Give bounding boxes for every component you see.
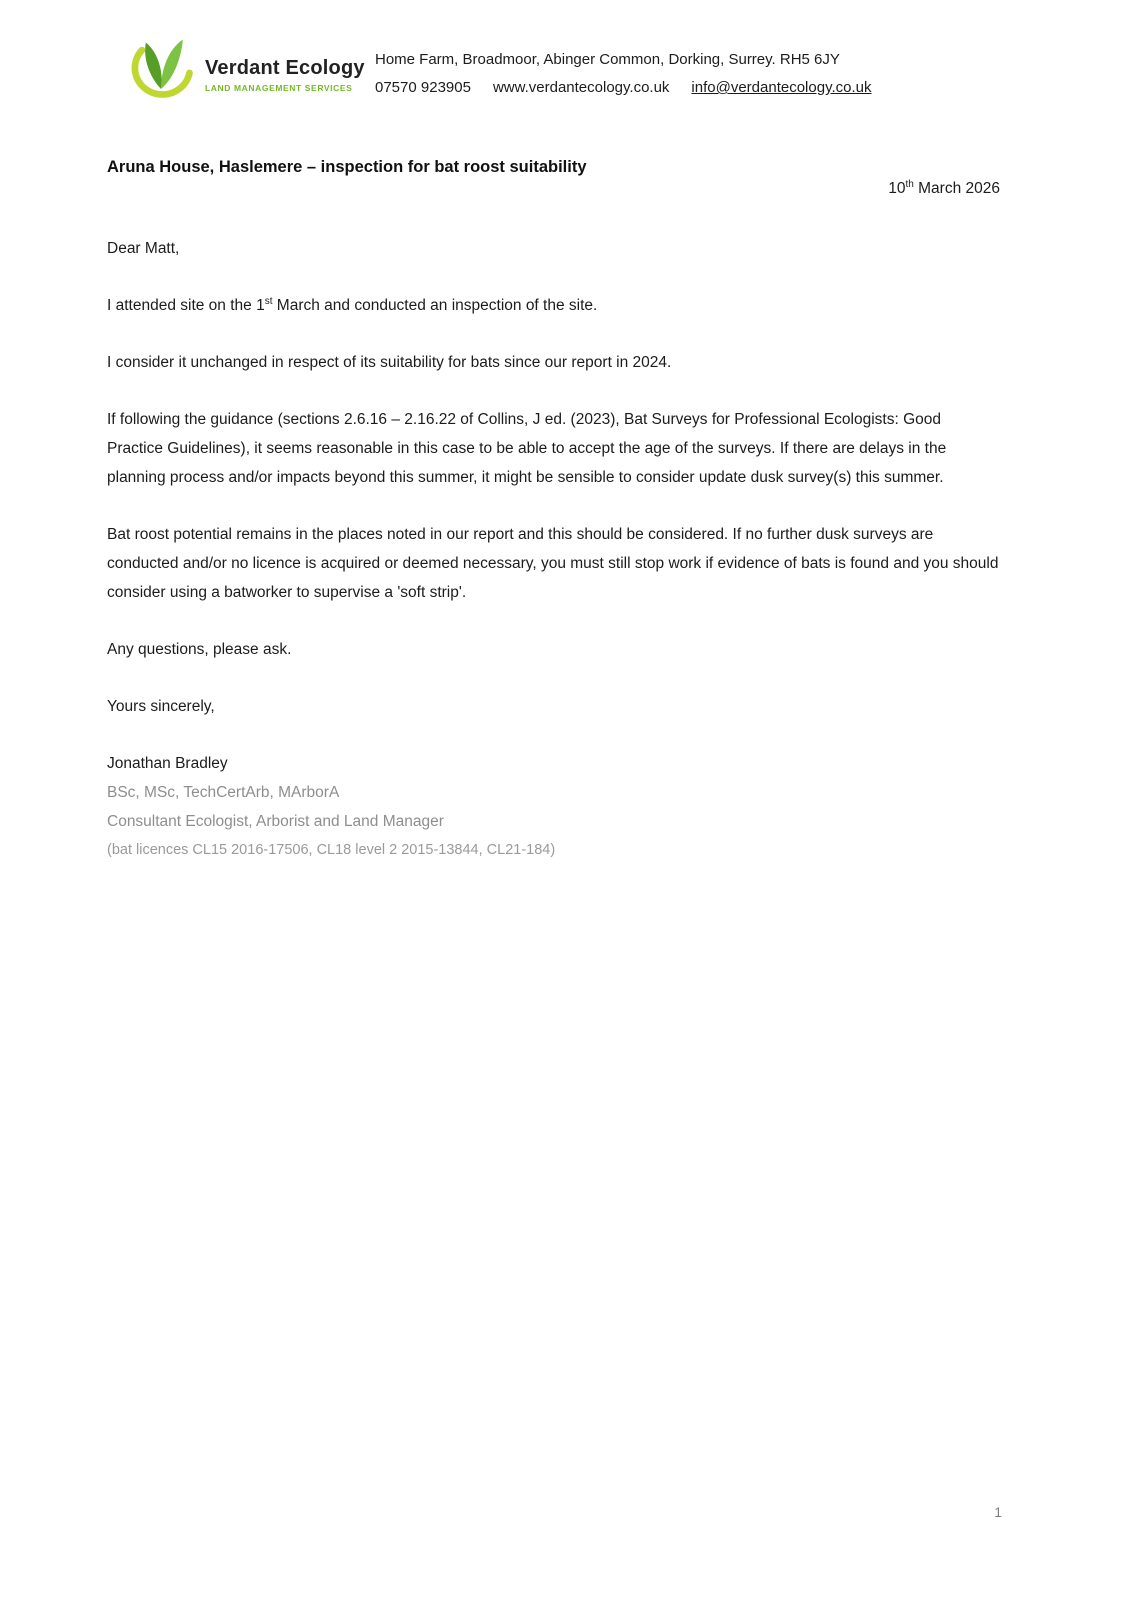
contact-website: www.verdantecology.co.uk — [492, 79, 670, 96]
paragraph-4: Bat roost potential remains in the places noted in our report and this should be considered. If no further dusk surveys are conducted and/or no licence is acquired or deemed necessary, you must still stop work if evidence of bats is found and you should consider using a batworker to supervise a 'soft strip'. — [107, 526, 999, 601]
contact-address: Home Farm, Broadmoor, Abinger Common, Dorking, Surrey. RH5 6JY — [375, 51, 840, 68]
contact-block — [375, 38, 871, 98]
signature-qualifications: BSc, MSc, TechCertArb, MArborA — [107, 784, 340, 801]
salutation: Dear Matt, — [107, 240, 180, 257]
brand-name: Verdant Ecology — [205, 57, 365, 79]
letter-content — [107, 158, 1000, 864]
letter-subject: Aruna House, Haslemere – inspection for bat roost suitability — [107, 158, 587, 176]
paragraph-5: Any questions, please ask. — [107, 641, 292, 658]
closing: Yours sincerely, — [107, 698, 215, 715]
leaf-v-logo-icon — [123, 38, 199, 102]
date-ordinal: th — [905, 178, 914, 190]
paragraph-1-ordinal: st — [264, 295, 273, 307]
signature-name: Jonathan Bradley — [107, 755, 228, 772]
paragraph-2: I consider it unchanged in respect of its suitability for bats since our report in 2024. — [107, 354, 672, 371]
paragraph-1-pre: I attended site on the 1 — [107, 297, 265, 314]
date-rest: March 2026 — [913, 180, 1000, 197]
date-day: 10 — [888, 180, 906, 197]
contact-phone: 07570 923905 — [375, 79, 471, 96]
paragraph-1-post: March and conducted an inspection of the site. — [272, 297, 598, 314]
brand-tagline: LAND MANAGEMENT SERVICES — [205, 83, 353, 93]
signature-licences: (bat licences CL15 2016-17506, CL18 level 2 2015-13844, CL21-184) — [107, 842, 556, 858]
paragraph-1 — [107, 291, 1000, 320]
letterhead — [123, 38, 1025, 102]
letter-date — [107, 180, 1000, 198]
company-logo — [123, 38, 375, 102]
page-number: 1 — [994, 1504, 1002, 1520]
contact-email-link[interactable]: info@verdantecology.co.uk — [691, 79, 872, 96]
contact-line — [375, 78, 871, 98]
paragraph-3: If following the guidance (sections 2.6.16 – 2.16.22 of Collins, J ed. (2023), Bat Surveys for Professional Ecologists: Good Practice Guidelines), it seems reasonable in this case to be able to accept the age of the surveys. If there are delays in the planning process and/or impacts beyond this summer, it might be sensible to consider update dusk survey(s) this summer. — [107, 411, 947, 486]
brand-text — [205, 47, 365, 93]
signature-role: Consultant Ecologist, Arborist and Land Manager — [107, 813, 444, 830]
signature-block — [107, 749, 1000, 864]
